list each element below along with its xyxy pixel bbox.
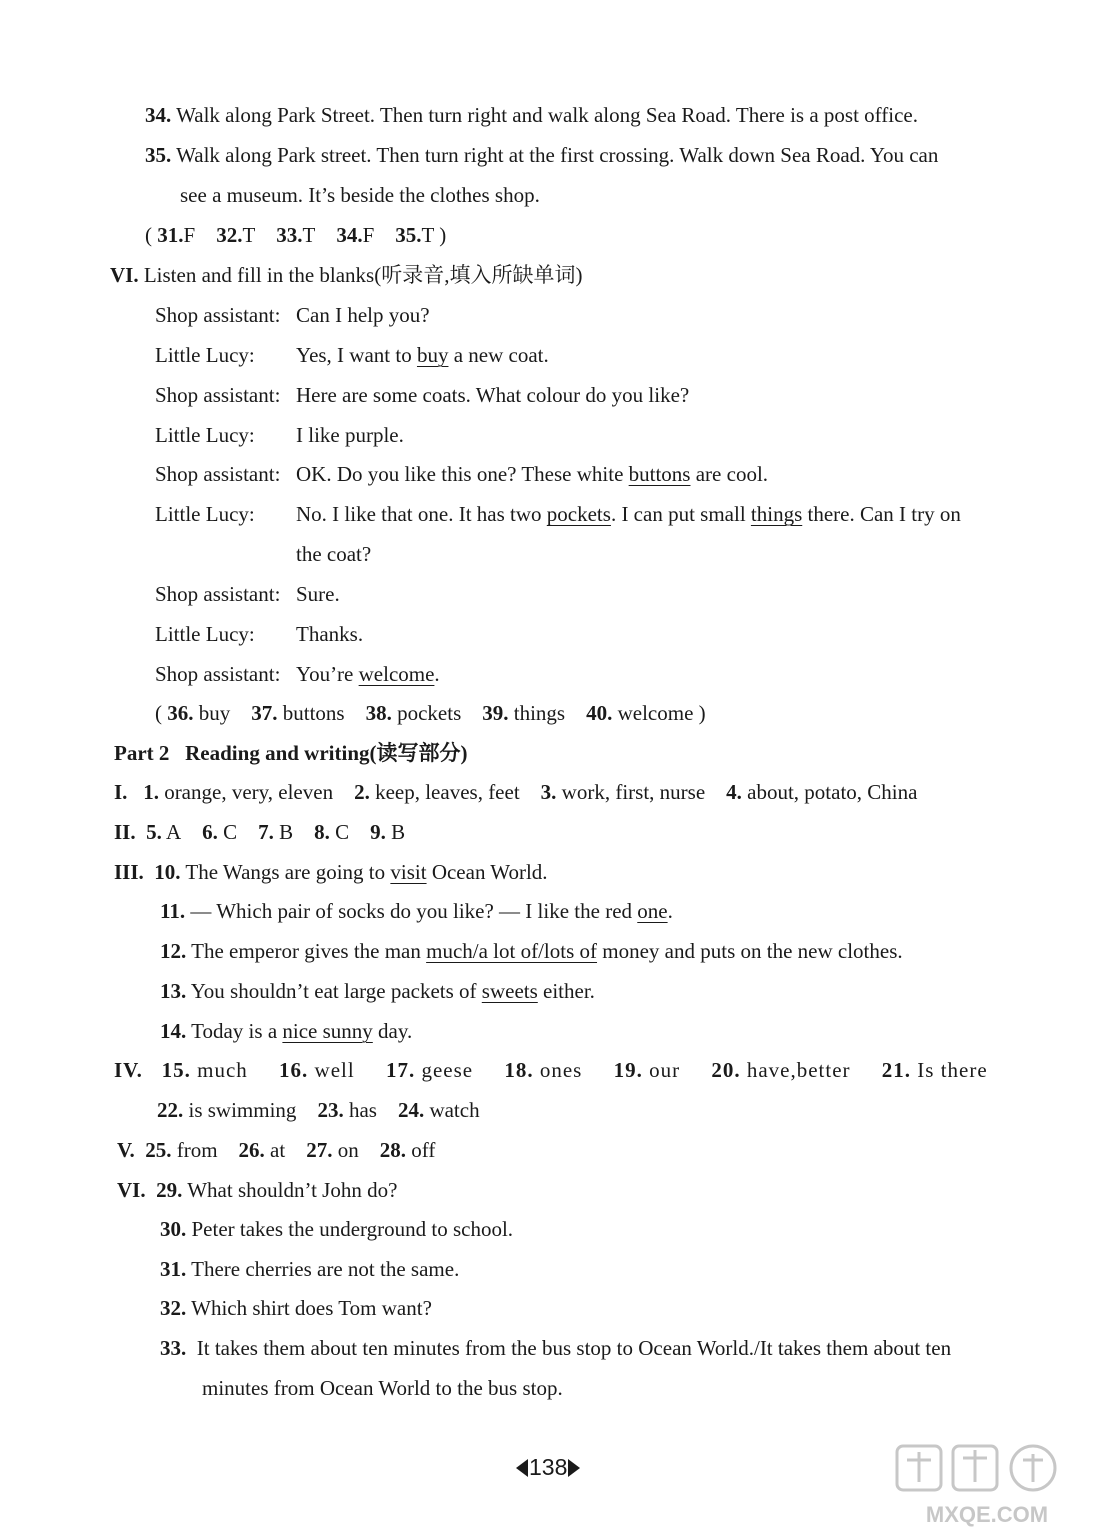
section-iv-answers-continued: 22. is swimming 23. has 24. watch bbox=[157, 1098, 480, 1122]
item-text: Walk along Park Street. Then turn right and walk along Sea Road. There is a post office. bbox=[176, 103, 919, 127]
page-number: 138 bbox=[516, 1454, 580, 1481]
item-11: 11. — Which pair of socks do you like? — I like the red one. bbox=[160, 899, 673, 923]
speaker: Little Lucy: bbox=[155, 423, 255, 447]
part-2-heading: Part 2 Reading and writing(读写部分) bbox=[114, 741, 468, 765]
filled-blank: welcome bbox=[358, 662, 435, 686]
dialogue-line: Shop assistant: OK. Do you like this one? These white buttons are cool. bbox=[155, 462, 769, 486]
dialogue-line: Little Lucy: Yes, I want to buy a new coat. bbox=[155, 343, 549, 367]
filled-blank: sweets bbox=[481, 979, 538, 1003]
speaker: Little Lucy: bbox=[155, 622, 255, 646]
dialogue-line: Shop assistant: Can I help you? bbox=[155, 303, 430, 327]
dialogue-line: Shop assistant: You’re welcome. bbox=[155, 662, 440, 686]
dialogue-line: Shop assistant: Here are some coats. What colour do you like? bbox=[155, 383, 690, 407]
item-33: 33. It takes them about ten minutes from the bus stop to Ocean World./It takes them about ten bbox=[160, 1336, 952, 1360]
speaker: Shop assistant: bbox=[155, 662, 281, 686]
item-35 bbox=[145, 142, 938, 168]
watermark-text: MXQE.COM bbox=[925, 1502, 1049, 1527]
item-text: Walk along Park street. Then turn right at the first crossing. Walk down Sea Road. You can bbox=[176, 143, 939, 167]
section-iv-answers: IV. 15. much 16. well 17. geese 18. ones 19. our 20. have,better 21. Is there bbox=[114, 1058, 988, 1082]
speaker: Little Lucy: bbox=[155, 502, 255, 526]
filled-blank: buy bbox=[416, 343, 449, 367]
dialogue-line: Little Lucy: Thanks. bbox=[155, 622, 364, 646]
speaker: Shop assistant: bbox=[155, 582, 281, 606]
speaker: Little Lucy: bbox=[155, 343, 255, 367]
right-arrow-icon bbox=[568, 1459, 580, 1477]
filled-blank: buttons bbox=[628, 462, 691, 486]
section-title: Listen and fill in the blanks(听录音,填入所缺单词) bbox=[143, 263, 583, 287]
item-14: 14. Today is a nice sunny day. bbox=[160, 1019, 413, 1043]
dialogue-line: Little Lucy: No. I like that one. It has two pockets. I can put small things there. Can I try on bbox=[155, 502, 961, 526]
item-29: VI. 29. What shouldn’t John do? bbox=[117, 1178, 398, 1202]
dialogue-line: Little Lucy: I like purple. bbox=[155, 423, 404, 447]
filled-blank: nice sunny bbox=[282, 1019, 373, 1043]
item-34 bbox=[145, 102, 918, 128]
item-12: 12. The emperor gives the man much/a lot of/lots of money and puts on the new clothes. bbox=[160, 939, 903, 963]
section-v-answers: V. 25. from 26. at 27. on 28. off bbox=[117, 1138, 436, 1162]
item-31: 31. There cherries are not the same. bbox=[160, 1257, 460, 1281]
item-10: III. 10. The Wangs are going to visit Ocean World. bbox=[114, 860, 548, 884]
filled-blank: pockets bbox=[546, 502, 611, 526]
filled-blank: visit bbox=[390, 860, 427, 884]
item-32: 32. Which shirt does Tom want? bbox=[160, 1296, 432, 1320]
item-35-continued: see a museum. It’s beside the clothes shop. bbox=[180, 183, 540, 207]
filled-blank: one bbox=[637, 899, 668, 923]
item-33-continued: minutes from Ocean World to the bus stop. bbox=[202, 1376, 563, 1400]
filled-blank: things bbox=[750, 502, 803, 526]
section-label: VI. bbox=[110, 263, 139, 287]
item-30: 30. Peter takes the underground to school. bbox=[160, 1217, 514, 1241]
speaker: Shop assistant: bbox=[155, 462, 281, 486]
answer-key-36-40: ( 36. buy 37. buttons 38. pockets 39. things 40. welcome ) bbox=[155, 701, 706, 725]
dialogue-line-continued: the coat? bbox=[296, 542, 372, 566]
watermark-logo bbox=[887, 1440, 1087, 1530]
item-number: 35. bbox=[145, 143, 172, 167]
item-13: 13. You shouldn’t eat large packets of sweets either. bbox=[160, 979, 595, 1003]
section-i-answers: I. 1. orange, very, eleven 2. keep, leaves, feet 3. work, first, nurse 4. about, potato, China bbox=[114, 780, 918, 804]
section-ii-answers: II. 5. A 6. C 7. B 8. C 9. B bbox=[114, 820, 406, 844]
speaker: Shop assistant: bbox=[155, 383, 281, 407]
section-heading-vi bbox=[110, 262, 582, 288]
filled-blank: much/a lot of/lots of bbox=[426, 939, 598, 963]
speaker: Shop assistant: bbox=[155, 303, 281, 327]
item-number: 34. bbox=[145, 103, 172, 127]
answer-key-31-35: ( 31.F 32.T 33.T 34.F 35.T ) bbox=[145, 223, 447, 247]
dialogue-line: Shop assistant: Sure. bbox=[155, 582, 340, 606]
left-arrow-icon bbox=[516, 1459, 528, 1477]
